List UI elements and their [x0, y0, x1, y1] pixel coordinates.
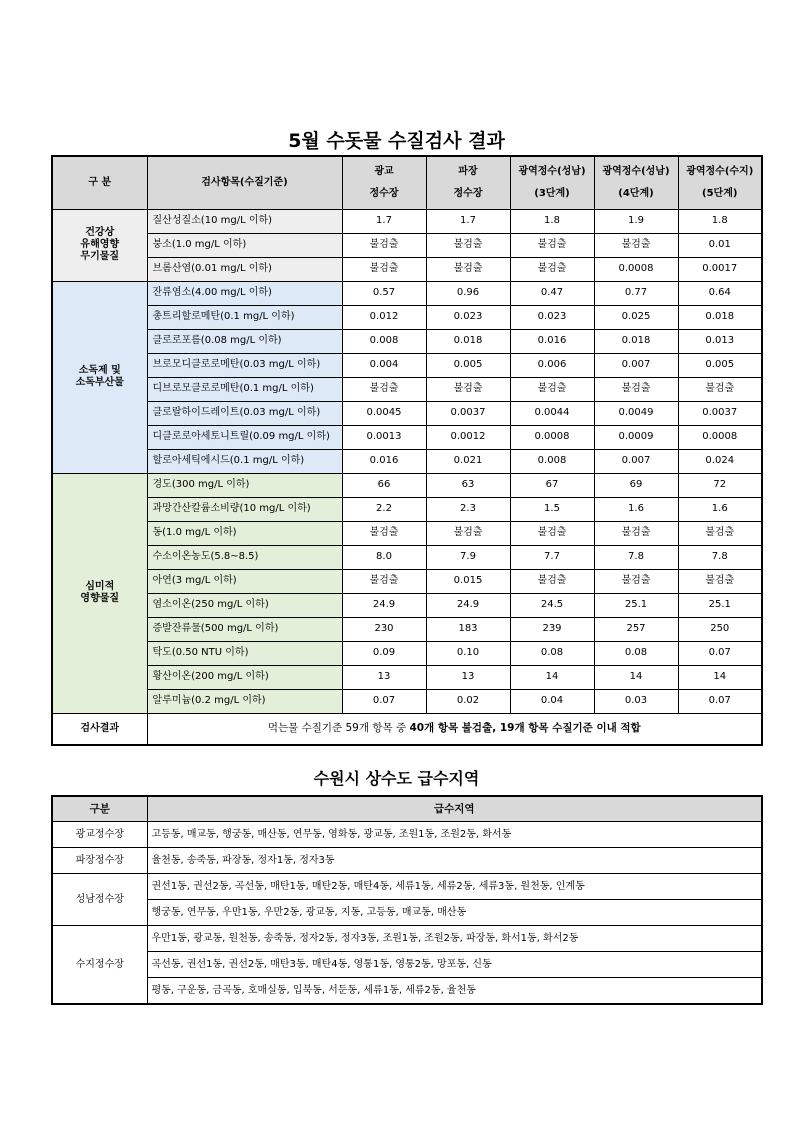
test-value: 불검출 [510, 233, 594, 257]
test-value: 239 [510, 617, 594, 641]
group-label [52, 473, 147, 713]
test-value: 0.0008 [678, 425, 762, 449]
test-value: 14 [510, 665, 594, 689]
test-value: 불검출 [426, 377, 510, 401]
header-plant-line2: (5단계) [702, 187, 738, 199]
test-value: 183 [426, 617, 510, 641]
test-value: 불검출 [594, 521, 678, 545]
test-value: 불검출 [342, 569, 426, 593]
header-plant [426, 156, 510, 209]
result-text-prefix: 먹는물 수질기준 59개 항목 중 [267, 722, 410, 735]
test-value: 0.025 [594, 305, 678, 329]
supply-areas: 평동, 구운동, 금곡동, 호매실동, 입북동, 서둔동, 세류1동, 세류2동, 율천동 [147, 978, 762, 1005]
plant-name: 파장정수장 [52, 848, 147, 874]
test-value: 0.96 [426, 281, 510, 305]
header-plant [342, 156, 426, 209]
result-text [147, 713, 762, 745]
test-value: 14 [594, 665, 678, 689]
test-value: 0.0017 [678, 257, 762, 281]
test-item: 동(1.0 mg/L 이하) [147, 521, 342, 545]
table-row [52, 848, 762, 874]
test-item: 황산이온(200 mg/L 이하) [147, 665, 342, 689]
result-label: 검사결과 [52, 713, 147, 745]
table-row [52, 952, 762, 978]
test-value: 0.08 [510, 641, 594, 665]
header-category: 구분 [52, 796, 147, 822]
test-item: 디클로로아세토니트릴(0.09 mg/L 이하) [147, 425, 342, 449]
test-value: 7.7 [510, 545, 594, 569]
test-value: 0.004 [342, 353, 426, 377]
supply-areas: 우만1동, 광교동, 원천동, 송죽동, 정자2동, 정자3동, 조원1동, 조원2동, 파장동, 화서1동, 화서2동 [147, 926, 762, 952]
group-label-line: 무기물질 [80, 251, 120, 262]
test-value: 0.64 [678, 281, 762, 305]
group-label-line: 유해영향 [80, 239, 120, 250]
test-value: 7.8 [678, 545, 762, 569]
test-value: 7.8 [594, 545, 678, 569]
test-value: 불검출 [594, 569, 678, 593]
table-row [52, 822, 762, 848]
group-label-line: 건강상 [85, 227, 115, 238]
table-row [52, 978, 762, 1005]
test-item: 알루미늄(0.2 mg/L 이하) [147, 689, 342, 713]
table-row [52, 305, 762, 329]
result-text-bold: 40개 항목 불검출, 19개 항목 수질기준 이내 적합 [409, 722, 641, 735]
test-value: 0.07 [678, 689, 762, 713]
test-value: 1.6 [678, 497, 762, 521]
test-value: 0.005 [678, 353, 762, 377]
test-value: 0.021 [426, 449, 510, 473]
test-value: 0.09 [342, 641, 426, 665]
group-label-line: 심미적 [85, 581, 115, 592]
test-value: 25.1 [594, 593, 678, 617]
test-value: 24.9 [342, 593, 426, 617]
test-value: 0.0008 [510, 425, 594, 449]
test-value: 24.9 [426, 593, 510, 617]
table-row [52, 449, 762, 473]
test-value: 1.7 [426, 209, 510, 233]
test-item: 클로랄하이드레이트(0.03 mg/L 이하) [147, 401, 342, 425]
header-row [52, 796, 762, 822]
test-item: 과망간산칼륨소비량(10 mg/L 이하) [147, 497, 342, 521]
test-value: 불검출 [342, 257, 426, 281]
test-value: 66 [342, 473, 426, 497]
test-value: 69 [594, 473, 678, 497]
test-value: 1.7 [342, 209, 426, 233]
test-value: 0.006 [510, 353, 594, 377]
test-item: 잔류염소(4.00 mg/L 이하) [147, 281, 342, 305]
test-item: 염소이온(250 mg/L 이하) [147, 593, 342, 617]
test-value: 불검출 [426, 521, 510, 545]
test-value: 7.9 [426, 545, 510, 569]
header-areas: 급수지역 [147, 796, 762, 822]
table-row [52, 926, 762, 952]
plant-name: 성남정수장 [52, 874, 147, 926]
test-value: 0.018 [426, 329, 510, 353]
test-value: 불검출 [594, 233, 678, 257]
test-value: 0.0037 [426, 401, 510, 425]
test-item: 디브로모클로로메탄(0.1 mg/L 이하) [147, 377, 342, 401]
test-item: 브로모디클로로메탄(0.03 mg/L 이하) [147, 353, 342, 377]
test-value: 불검출 [342, 233, 426, 257]
table-row [52, 281, 762, 305]
table-row [52, 900, 762, 926]
table-row [52, 665, 762, 689]
table-row [52, 497, 762, 521]
test-item: 할로아세틱에시드(0.1 mg/L 이하) [147, 449, 342, 473]
table-row [52, 377, 762, 401]
test-value: 0.018 [594, 329, 678, 353]
header-row [52, 156, 762, 209]
test-value: 0.016 [510, 329, 594, 353]
table-row [52, 617, 762, 641]
plant-name: 수지정수장 [52, 926, 147, 1005]
test-value: 0.015 [426, 569, 510, 593]
test-value: 0.012 [342, 305, 426, 329]
test-value: 1.5 [510, 497, 594, 521]
header-plant-line1: 광역정수(수지) [686, 165, 754, 177]
table-row [52, 401, 762, 425]
test-item: 경도(300 mg/L 이하) [147, 473, 342, 497]
test-value: 불검출 [510, 569, 594, 593]
test-value: 0.07 [342, 689, 426, 713]
header-category: 구 분 [52, 156, 147, 209]
table-row [52, 641, 762, 665]
test-value: 1.8 [678, 209, 762, 233]
test-value: 불검출 [426, 257, 510, 281]
test-value: 0.08 [594, 641, 678, 665]
test-item: 수소이온농도(5.8~8.5) [147, 545, 342, 569]
header-plant [594, 156, 678, 209]
test-value: 불검출 [678, 569, 762, 593]
test-value: 230 [342, 617, 426, 641]
test-value: 67 [510, 473, 594, 497]
header-item: 검사항목(수질기준) [147, 156, 342, 209]
table-row [52, 425, 762, 449]
group-label [52, 281, 147, 473]
test-value: 250 [678, 617, 762, 641]
supply-areas: 고등동, 매교동, 행궁동, 매산동, 연무동, 영화동, 광교동, 조원1동, 조원2동, 화서동 [147, 822, 762, 848]
test-value: 0.008 [510, 449, 594, 473]
test-value: 0.02 [426, 689, 510, 713]
test-value: 0.024 [678, 449, 762, 473]
header-plant-line1: 파장 [458, 165, 478, 177]
table-row [52, 257, 762, 281]
test-value: 1.8 [510, 209, 594, 233]
test-value: 0.57 [342, 281, 426, 305]
test-item: 증발잔류물(500 mg/L 이하) [147, 617, 342, 641]
header-plant-line2: (3단계) [534, 187, 570, 199]
test-value: 8.0 [342, 545, 426, 569]
header-plant-line1: 광역정수(성남) [518, 165, 586, 177]
test-value: 2.2 [342, 497, 426, 521]
test-value: 0.0037 [678, 401, 762, 425]
test-value: 0.0049 [594, 401, 678, 425]
table-row [52, 689, 762, 713]
test-value: 0.013 [678, 329, 762, 353]
test-value: 0.07 [678, 641, 762, 665]
group-label-line: 소독부산물 [75, 377, 124, 388]
test-value: 0.03 [594, 689, 678, 713]
supply-areas: 권선1동, 권선2동, 곡선동, 매탄1동, 매탄2동, 매탄4동, 세류1동, 세류2동, 세류3동, 원천동, 인계동 [147, 874, 762, 900]
test-item: 아연(3 mg/L 이하) [147, 569, 342, 593]
test-value: 0.0045 [342, 401, 426, 425]
table-row [52, 209, 762, 233]
supply-areas: 곡선동, 권선1동, 권선2동, 매탄3동, 매탄4동, 영통1동, 영통2동, 망포동, 신동 [147, 952, 762, 978]
test-value: 0.0013 [342, 425, 426, 449]
test-value: 24.5 [510, 593, 594, 617]
test-item: 붕소(1.0 mg/L 이하) [147, 233, 342, 257]
test-item: 질산성질소(10 mg/L 이하) [147, 209, 342, 233]
test-value: 0.016 [342, 449, 426, 473]
table-row [52, 545, 762, 569]
water-quality-table [51, 155, 763, 746]
test-value: 25.1 [678, 593, 762, 617]
test-value: 0.007 [594, 353, 678, 377]
test-value: 0.0044 [510, 401, 594, 425]
plant-name: 광교정수장 [52, 822, 147, 848]
supply-area-title: 수원시 상수도 급수지역 [313, 769, 480, 788]
test-value: 14 [678, 665, 762, 689]
header-plant-line2: 정수장 [369, 187, 399, 199]
supply-area-table [51, 795, 763, 1005]
header-plant-line1: 광교 [374, 165, 394, 177]
page-title: 5월 수돗물 수질검사 결과 [288, 130, 505, 152]
test-item: 클로로포름(0.08 mg/L 이하) [147, 329, 342, 353]
table-row [52, 593, 762, 617]
test-value: 1.6 [594, 497, 678, 521]
test-value: 불검출 [510, 377, 594, 401]
result-row [52, 713, 762, 745]
header-plant-line1: 광역정수(성남) [602, 165, 670, 177]
table-row [52, 569, 762, 593]
test-value: 0.0009 [594, 425, 678, 449]
header-plant [678, 156, 762, 209]
test-value: 불검출 [594, 377, 678, 401]
test-value: 0.0012 [426, 425, 510, 449]
test-value: 0.005 [426, 353, 510, 377]
header-plant-line2: (4단계) [618, 187, 654, 199]
test-value: 불검출 [510, 257, 594, 281]
test-value: 0.04 [510, 689, 594, 713]
test-value: 0.007 [594, 449, 678, 473]
test-value: 불검출 [678, 377, 762, 401]
test-value: 63 [426, 473, 510, 497]
test-value: 0.018 [678, 305, 762, 329]
test-value: 0.77 [594, 281, 678, 305]
test-value: 0.0008 [594, 257, 678, 281]
supply-areas: 행궁동, 연무동, 우만1동, 우만2동, 광교동, 지동, 고등동, 매교동, 매산동 [147, 900, 762, 926]
test-value: 0.008 [342, 329, 426, 353]
group-label-line: 영향물질 [80, 593, 120, 604]
group-label [52, 209, 147, 281]
table-row [52, 473, 762, 497]
group-label-line: 소독제 및 [78, 365, 121, 376]
test-item: 브롬산염(0.01 mg/L 이하) [147, 257, 342, 281]
table-row [52, 329, 762, 353]
table-row [52, 874, 762, 900]
test-value: 13 [342, 665, 426, 689]
table-row [52, 233, 762, 257]
test-value: 13 [426, 665, 510, 689]
test-value: 72 [678, 473, 762, 497]
test-value: 0.023 [426, 305, 510, 329]
test-value: 0.01 [678, 233, 762, 257]
test-value: 2.3 [426, 497, 510, 521]
test-value: 257 [594, 617, 678, 641]
test-value: 불검출 [510, 521, 594, 545]
test-value: 1.9 [594, 209, 678, 233]
test-value: 불검출 [678, 521, 762, 545]
test-item: 탁도(0.50 NTU 이하) [147, 641, 342, 665]
test-value: 0.47 [510, 281, 594, 305]
table-row [52, 521, 762, 545]
test-value: 불검출 [426, 233, 510, 257]
header-plant-line2: 정수장 [453, 187, 483, 199]
test-item: 총트리할로메탄(0.1 mg/L 이하) [147, 305, 342, 329]
supply-areas: 율천동, 송죽동, 파장동, 정자1동, 정자3동 [147, 848, 762, 874]
test-value: 0.10 [426, 641, 510, 665]
header-plant [510, 156, 594, 209]
test-value: 불검출 [342, 521, 426, 545]
test-value: 불검출 [342, 377, 426, 401]
test-value: 0.023 [510, 305, 594, 329]
table-row [52, 353, 762, 377]
